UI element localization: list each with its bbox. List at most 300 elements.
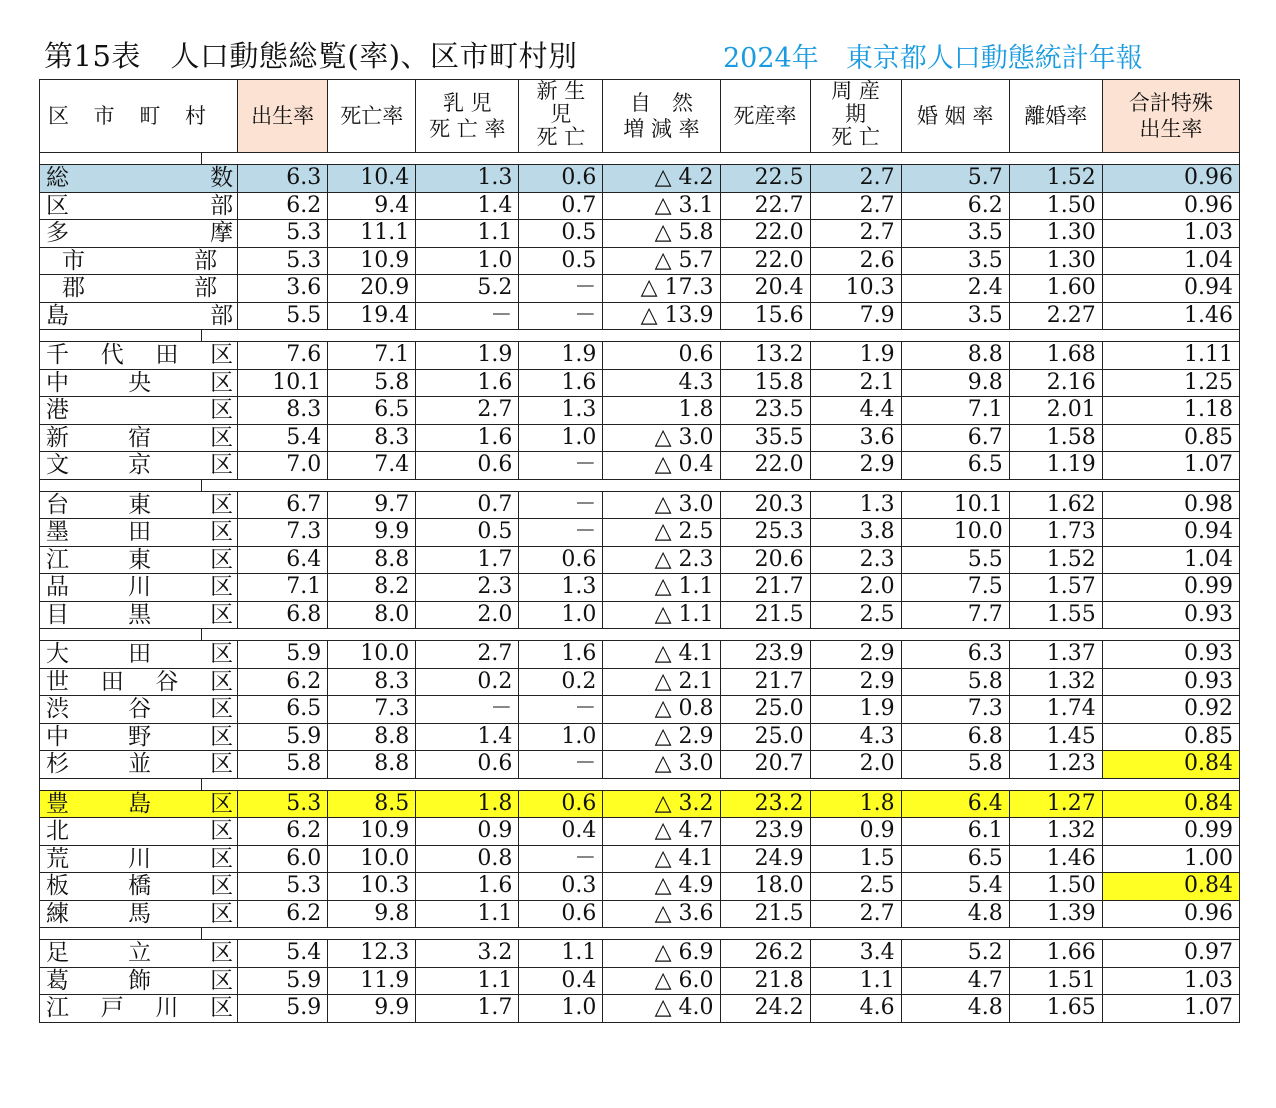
region-name bbox=[40, 940, 238, 968]
spacer-row bbox=[40, 629, 1240, 641]
region-name-char: 千 bbox=[46, 342, 69, 369]
total-fertility-rate-cell: 0.84 bbox=[1102, 873, 1239, 901]
region-name-chars bbox=[40, 397, 237, 423]
region-name-char: 田 bbox=[155, 342, 179, 369]
perinatal-death-rate-cell: 2.9 bbox=[810, 668, 901, 696]
infant-death-rate-cell: 1.7 bbox=[416, 546, 519, 574]
stillbirth-rate-cell: 21.8 bbox=[720, 967, 810, 995]
birth-rate-cell: 5.4 bbox=[238, 940, 328, 968]
infant-death-rate-cell: 0.5 bbox=[416, 519, 519, 547]
death-rate-cell: 10.0 bbox=[328, 845, 416, 873]
infant-death-rate-cell: 0.2 bbox=[416, 668, 519, 696]
perinatal-death-rate-cell: 1.9 bbox=[810, 696, 901, 724]
region-name-char: 谷 bbox=[128, 696, 152, 723]
natural-change-rate-cell: △ 13.9 bbox=[603, 302, 720, 330]
birth-rate-cell: 7.3 bbox=[238, 519, 328, 547]
birth-rate-cell: 6.2 bbox=[238, 192, 328, 220]
region-name-chars bbox=[40, 370, 237, 396]
region-name-chars bbox=[40, 846, 237, 872]
perinatal-death-rate-cell: 1.5 bbox=[810, 845, 901, 873]
total-fertility-rate-cell: 0.98 bbox=[1102, 491, 1239, 519]
region-name-char: 区 bbox=[210, 491, 234, 518]
stillbirth-rate-cell: 23.9 bbox=[720, 641, 810, 669]
header-neonatal-death-rate bbox=[519, 80, 603, 153]
table-row bbox=[40, 790, 1240, 818]
region-name bbox=[40, 751, 238, 779]
death-rate-cell: 12.3 bbox=[328, 940, 416, 968]
divorce-rate-cell: 2.16 bbox=[1009, 369, 1102, 397]
divorce-rate-cell: 1.52 bbox=[1009, 546, 1102, 574]
region-name-chars bbox=[40, 342, 237, 368]
natural-change-rate-cell: △ 3.0 bbox=[603, 491, 720, 519]
header-infant-death-line1: 乳 児 bbox=[442, 91, 492, 115]
region-name-char: 部 bbox=[210, 192, 234, 219]
table-row bbox=[40, 995, 1240, 1023]
stillbirth-rate-cell: 15.6 bbox=[720, 302, 810, 330]
birth-rate-cell: 7.1 bbox=[238, 574, 328, 602]
table-row bbox=[40, 247, 1240, 275]
divorce-rate-cell: 1.68 bbox=[1009, 342, 1102, 370]
region-name bbox=[40, 424, 238, 452]
stillbirth-rate-cell: 21.7 bbox=[720, 574, 810, 602]
spacer-row bbox=[40, 330, 1240, 342]
region-name bbox=[40, 601, 238, 629]
neonatal-death-rate-cell: 1.9 bbox=[519, 342, 603, 370]
region-name-char: 戸 bbox=[100, 995, 124, 1022]
spacer-cell bbox=[202, 778, 1240, 790]
divorce-rate-cell: 1.73 bbox=[1009, 519, 1102, 547]
header-divorce-rate: 離婚率 bbox=[1009, 80, 1102, 153]
total-fertility-rate-cell: 1.03 bbox=[1102, 967, 1239, 995]
stillbirth-rate-cell: 20.4 bbox=[720, 275, 810, 303]
region-name-char: 区 bbox=[210, 873, 234, 900]
header-perinatal-line2: 期 bbox=[845, 102, 867, 126]
perinatal-death-rate-cell: 7.9 bbox=[810, 302, 901, 330]
neonatal-death-rate-cell: 0.3 bbox=[519, 873, 603, 901]
natural-change-rate-cell: 4.3 bbox=[603, 369, 720, 397]
region-name bbox=[40, 192, 238, 220]
divorce-rate-cell: 1.30 bbox=[1009, 220, 1102, 248]
neonatal-death-rate-cell: － bbox=[519, 275, 603, 303]
stillbirth-rate-cell: 25.3 bbox=[720, 519, 810, 547]
natural-change-rate-cell: △ 5.7 bbox=[603, 247, 720, 275]
perinatal-death-rate-cell: 2.7 bbox=[810, 165, 901, 193]
divorce-rate-cell: 2.27 bbox=[1009, 302, 1102, 330]
divorce-rate-cell: 1.52 bbox=[1009, 165, 1102, 193]
region-name-chars bbox=[40, 452, 237, 478]
marriage-rate-cell: 6.3 bbox=[901, 641, 1009, 669]
region-name bbox=[40, 873, 238, 901]
region-name-char: 足 bbox=[46, 940, 69, 967]
vital-statistics-table bbox=[39, 79, 1240, 1023]
marriage-rate-cell: 5.4 bbox=[901, 873, 1009, 901]
perinatal-death-rate-cell: 1.8 bbox=[810, 790, 901, 818]
region-name bbox=[40, 995, 238, 1023]
region-name-char: 葛 bbox=[46, 967, 69, 994]
table-row bbox=[40, 546, 1240, 574]
total-fertility-rate-cell: 1.07 bbox=[1102, 995, 1239, 1023]
spacer-cell bbox=[202, 629, 1240, 641]
infant-death-rate-cell: 1.3 bbox=[416, 165, 519, 193]
marriage-rate-cell: 7.5 bbox=[901, 574, 1009, 602]
infant-death-rate-cell: 1.6 bbox=[416, 369, 519, 397]
spacer-cell bbox=[40, 778, 202, 790]
natural-change-rate-cell: △ 4.1 bbox=[603, 641, 720, 669]
death-rate-cell: 10.0 bbox=[328, 641, 416, 669]
region-name-char: 馬 bbox=[128, 900, 152, 927]
region-name-char: 部 bbox=[210, 302, 234, 329]
region-name-chars bbox=[40, 995, 237, 1021]
divorce-rate-cell: 1.55 bbox=[1009, 601, 1102, 629]
divorce-rate-cell: 1.62 bbox=[1009, 491, 1102, 519]
infant-death-rate-cell: 1.0 bbox=[416, 247, 519, 275]
death-rate-cell: 9.8 bbox=[328, 900, 416, 928]
death-rate-cell: 8.8 bbox=[328, 546, 416, 574]
death-rate-cell: 10.9 bbox=[328, 818, 416, 846]
total-fertility-rate-cell: 0.99 bbox=[1102, 574, 1239, 602]
table-row bbox=[40, 668, 1240, 696]
neonatal-death-rate-cell: 0.6 bbox=[519, 790, 603, 818]
neonatal-death-rate-cell: － bbox=[519, 519, 603, 547]
birth-rate-cell: 6.2 bbox=[238, 818, 328, 846]
total-fertility-rate-cell: 0.97 bbox=[1102, 940, 1239, 968]
region-name bbox=[40, 967, 238, 995]
region-name-char: 田 bbox=[128, 519, 152, 546]
region-name bbox=[40, 668, 238, 696]
stillbirth-rate-cell: 21.7 bbox=[720, 668, 810, 696]
birth-rate-cell: 10.1 bbox=[238, 369, 328, 397]
region-name-char: 部 bbox=[194, 275, 218, 302]
header-total-fertility-rate bbox=[1102, 80, 1239, 153]
marriage-rate-cell: 8.8 bbox=[901, 342, 1009, 370]
birth-rate-cell: 6.4 bbox=[238, 546, 328, 574]
region-name-char: 東 bbox=[128, 546, 152, 573]
death-rate-cell: 8.8 bbox=[328, 751, 416, 779]
natural-change-rate-cell: △ 2.3 bbox=[603, 546, 720, 574]
marriage-rate-cell: 4.8 bbox=[901, 995, 1009, 1023]
total-fertility-rate-cell: 0.85 bbox=[1102, 424, 1239, 452]
marriage-rate-cell: 3.5 bbox=[901, 220, 1009, 248]
natural-change-rate-cell: △ 4.9 bbox=[603, 873, 720, 901]
region-name-char: 区 bbox=[210, 900, 234, 927]
region-name bbox=[40, 574, 238, 602]
marriage-rate-cell: 7.7 bbox=[901, 601, 1009, 629]
region-name-char: 台 bbox=[46, 491, 69, 518]
total-fertility-rate-cell: 1.07 bbox=[1102, 452, 1239, 480]
birth-rate-cell: 5.5 bbox=[238, 302, 328, 330]
header-neonatal-line3: 死 亡 bbox=[536, 125, 586, 149]
death-rate-cell: 19.4 bbox=[328, 302, 416, 330]
stillbirth-rate-cell: 15.8 bbox=[720, 369, 810, 397]
divorce-rate-cell: 1.60 bbox=[1009, 275, 1102, 303]
perinatal-death-rate-cell: 2.7 bbox=[810, 220, 901, 248]
region-name-char: 田 bbox=[128, 641, 152, 668]
header-marriage-rate: 婚 姻 率 bbox=[901, 80, 1009, 153]
region-name-char: 部 bbox=[194, 247, 218, 274]
perinatal-death-rate-cell: 3.4 bbox=[810, 940, 901, 968]
region-name bbox=[40, 546, 238, 574]
region-name-chars bbox=[40, 818, 237, 844]
total-fertility-rate-cell: 1.18 bbox=[1102, 397, 1239, 425]
marriage-rate-cell: 5.7 bbox=[901, 165, 1009, 193]
table-row bbox=[40, 452, 1240, 480]
natural-change-rate-cell: 0.6 bbox=[603, 342, 720, 370]
total-fertility-rate-cell: 0.93 bbox=[1102, 641, 1239, 669]
total-fertility-rate-cell: 0.84 bbox=[1102, 751, 1239, 779]
infant-death-rate-cell: 2.7 bbox=[416, 397, 519, 425]
birth-rate-cell: 5.3 bbox=[238, 790, 328, 818]
infant-death-rate-cell: 1.1 bbox=[416, 220, 519, 248]
neonatal-death-rate-cell: 1.6 bbox=[519, 641, 603, 669]
region-name-chars bbox=[40, 602, 237, 628]
table-body bbox=[40, 153, 1240, 1023]
total-fertility-rate-cell: 0.93 bbox=[1102, 668, 1239, 696]
perinatal-death-rate-cell: 4.4 bbox=[810, 397, 901, 425]
birth-rate-cell: 5.9 bbox=[238, 641, 328, 669]
stillbirth-rate-cell: 20.3 bbox=[720, 491, 810, 519]
divorce-rate-cell: 1.30 bbox=[1009, 247, 1102, 275]
neonatal-death-rate-cell: 0.6 bbox=[519, 165, 603, 193]
spacer-cell bbox=[40, 629, 202, 641]
table-row bbox=[40, 220, 1240, 248]
birth-rate-cell: 5.9 bbox=[238, 995, 328, 1023]
total-fertility-rate-cell: 0.96 bbox=[1102, 165, 1239, 193]
infant-death-rate-cell: 0.6 bbox=[416, 751, 519, 779]
total-fertility-rate-cell: 1.25 bbox=[1102, 369, 1239, 397]
spacer-cell bbox=[202, 330, 1240, 342]
region-name-char: 練 bbox=[46, 900, 69, 927]
perinatal-death-rate-cell: 2.9 bbox=[810, 452, 901, 480]
marriage-rate-cell: 7.3 bbox=[901, 696, 1009, 724]
birth-rate-cell: 8.3 bbox=[238, 397, 328, 425]
natural-change-rate-cell: △ 2.1 bbox=[603, 668, 720, 696]
region-name-char: 区 bbox=[210, 641, 234, 668]
death-rate-cell: 6.5 bbox=[328, 397, 416, 425]
stillbirth-rate-cell: 21.5 bbox=[720, 900, 810, 928]
death-rate-cell: 7.3 bbox=[328, 696, 416, 724]
region-name-char: 区 bbox=[210, 790, 234, 817]
divorce-rate-cell: 1.58 bbox=[1009, 424, 1102, 452]
spacer-row bbox=[40, 778, 1240, 790]
neonatal-death-rate-cell: － bbox=[519, 696, 603, 724]
header-death-rate: 死亡率 bbox=[328, 80, 416, 153]
table-title: 第15表 人口動態総覧(率)、区市町村別 bbox=[44, 39, 578, 73]
region-name-char: 摩 bbox=[210, 220, 234, 247]
region-name-char: 荒 bbox=[46, 845, 69, 872]
natural-change-rate-cell: △ 3.0 bbox=[603, 424, 720, 452]
divorce-rate-cell: 1.23 bbox=[1009, 751, 1102, 779]
region-name-char: 東 bbox=[128, 491, 152, 518]
region-name bbox=[40, 790, 238, 818]
spacer-row bbox=[40, 928, 1240, 940]
region-name-char: 区 bbox=[210, 574, 234, 601]
header-natural-line1: 自 然 bbox=[629, 91, 693, 115]
region-name-chars bbox=[40, 724, 237, 750]
region-name-chars bbox=[40, 873, 237, 899]
region-name bbox=[40, 247, 238, 275]
total-fertility-rate-cell: 1.11 bbox=[1102, 342, 1239, 370]
death-rate-cell: 11.9 bbox=[328, 967, 416, 995]
divorce-rate-cell: 1.37 bbox=[1009, 641, 1102, 669]
perinatal-death-rate-cell: 2.7 bbox=[810, 192, 901, 220]
death-rate-cell: 8.0 bbox=[328, 601, 416, 629]
region-name-char: 区 bbox=[210, 967, 234, 994]
region-name-char: 総 bbox=[46, 165, 69, 192]
region-name-char: 谷 bbox=[155, 668, 179, 695]
total-fertility-rate-cell: 0.94 bbox=[1102, 519, 1239, 547]
infant-death-rate-cell: 1.4 bbox=[416, 723, 519, 751]
region-name bbox=[40, 696, 238, 724]
region-name-char: 川 bbox=[128, 845, 152, 872]
header-stillbirth-rate: 死産率 bbox=[720, 80, 810, 153]
marriage-rate-cell: 10.0 bbox=[901, 519, 1009, 547]
marriage-rate-cell: 2.4 bbox=[901, 275, 1009, 303]
spacer-cell bbox=[40, 330, 202, 342]
perinatal-death-rate-cell: 1.3 bbox=[810, 491, 901, 519]
region-name-chars bbox=[40, 968, 237, 994]
spacer-row bbox=[40, 479, 1240, 491]
birth-rate-cell: 6.2 bbox=[238, 900, 328, 928]
region-name-char: 市 bbox=[62, 247, 85, 274]
divorce-rate-cell: 1.32 bbox=[1009, 818, 1102, 846]
death-rate-cell: 9.9 bbox=[328, 995, 416, 1023]
natural-change-rate-cell: △ 0.4 bbox=[603, 452, 720, 480]
region-name-char: 区 bbox=[210, 751, 234, 778]
stillbirth-rate-cell: 20.6 bbox=[720, 546, 810, 574]
total-fertility-rate-cell: 1.03 bbox=[1102, 220, 1239, 248]
region-name-char: 橋 bbox=[128, 873, 152, 900]
death-rate-cell: 8.3 bbox=[328, 424, 416, 452]
region-name bbox=[40, 452, 238, 480]
birth-rate-cell: 7.0 bbox=[238, 452, 328, 480]
stillbirth-rate-cell: 23.9 bbox=[720, 818, 810, 846]
region-name bbox=[40, 342, 238, 370]
region-name-char: 黒 bbox=[128, 601, 152, 628]
infant-death-rate-cell: 2.7 bbox=[416, 641, 519, 669]
death-rate-cell: 11.1 bbox=[328, 220, 416, 248]
region-name-char: 川 bbox=[155, 995, 179, 1022]
natural-change-rate-cell: △ 6.9 bbox=[603, 940, 720, 968]
death-rate-cell: 10.4 bbox=[328, 165, 416, 193]
marriage-rate-cell: 6.2 bbox=[901, 192, 1009, 220]
table-row bbox=[40, 900, 1240, 928]
stillbirth-rate-cell: 18.0 bbox=[720, 873, 810, 901]
death-rate-cell: 9.9 bbox=[328, 519, 416, 547]
region-name bbox=[40, 723, 238, 751]
marriage-rate-cell: 6.5 bbox=[901, 452, 1009, 480]
table-row bbox=[40, 192, 1240, 220]
infant-death-rate-cell: 1.4 bbox=[416, 192, 519, 220]
perinatal-death-rate-cell: 2.1 bbox=[810, 369, 901, 397]
region-name-char: 区 bbox=[210, 668, 234, 695]
table-row bbox=[40, 641, 1240, 669]
infant-death-rate-cell: 2.3 bbox=[416, 574, 519, 602]
birth-rate-cell: 5.3 bbox=[238, 220, 328, 248]
region-name bbox=[40, 165, 238, 193]
divorce-rate-cell: 1.51 bbox=[1009, 967, 1102, 995]
stillbirth-rate-cell: 26.2 bbox=[720, 940, 810, 968]
stillbirth-rate-cell: 25.0 bbox=[720, 696, 810, 724]
region-name-char: 区 bbox=[210, 601, 234, 628]
neonatal-death-rate-cell: 0.6 bbox=[519, 546, 603, 574]
birth-rate-cell: 5.8 bbox=[238, 751, 328, 779]
birth-rate-cell: 5.9 bbox=[238, 723, 328, 751]
header-natural-change-rate bbox=[603, 80, 720, 153]
region-name-char: 区 bbox=[210, 723, 234, 750]
infant-death-rate-cell: 3.2 bbox=[416, 940, 519, 968]
region-name bbox=[40, 397, 238, 425]
perinatal-death-rate-cell: 1.9 bbox=[810, 342, 901, 370]
total-fertility-rate-cell: 0.92 bbox=[1102, 696, 1239, 724]
infant-death-rate-cell: 1.7 bbox=[416, 995, 519, 1023]
region-name-char: 区 bbox=[210, 696, 234, 723]
marriage-rate-cell: 5.2 bbox=[901, 940, 1009, 968]
neonatal-death-rate-cell: － bbox=[519, 302, 603, 330]
table-row bbox=[40, 940, 1240, 968]
spacer-row bbox=[40, 153, 1240, 165]
death-rate-cell: 8.3 bbox=[328, 668, 416, 696]
region-name-chars bbox=[40, 220, 237, 246]
region-name-char: 区 bbox=[210, 369, 234, 396]
divorce-rate-cell: 1.65 bbox=[1009, 995, 1102, 1023]
natural-change-rate-cell: △ 4.1 bbox=[603, 845, 720, 873]
marriage-rate-cell: 7.1 bbox=[901, 397, 1009, 425]
perinatal-death-rate-cell: 4.6 bbox=[810, 995, 901, 1023]
table-row bbox=[40, 342, 1240, 370]
region-name-char: 立 bbox=[128, 940, 152, 967]
region-name-chars bbox=[40, 275, 237, 301]
region-name-char: 区 bbox=[210, 424, 234, 451]
region-name-char: 杉 bbox=[46, 751, 69, 778]
death-rate-cell: 20.9 bbox=[328, 275, 416, 303]
total-fertility-rate-cell: 1.04 bbox=[1102, 247, 1239, 275]
birth-rate-cell: 6.8 bbox=[238, 601, 328, 629]
infant-death-rate-cell: 1.9 bbox=[416, 342, 519, 370]
marriage-rate-cell: 4.7 bbox=[901, 967, 1009, 995]
marriage-rate-cell: 6.7 bbox=[901, 424, 1009, 452]
stillbirth-rate-cell: 21.5 bbox=[720, 601, 810, 629]
marriage-rate-cell: 6.1 bbox=[901, 818, 1009, 846]
total-fertility-rate-cell: 1.00 bbox=[1102, 845, 1239, 873]
perinatal-death-rate-cell: 2.0 bbox=[810, 574, 901, 602]
death-rate-cell: 10.9 bbox=[328, 247, 416, 275]
natural-change-rate-cell: △ 3.1 bbox=[603, 192, 720, 220]
table-row bbox=[40, 519, 1240, 547]
neonatal-death-rate-cell: 0.7 bbox=[519, 192, 603, 220]
region-name-char: 墨 bbox=[46, 519, 69, 546]
region-name-char: 飾 bbox=[128, 967, 152, 994]
birth-rate-cell: 6.2 bbox=[238, 668, 328, 696]
region-name-char: 多 bbox=[46, 220, 69, 247]
infant-death-rate-cell: 0.9 bbox=[416, 818, 519, 846]
region-name-char: 中 bbox=[46, 723, 69, 750]
divorce-rate-cell: 1.66 bbox=[1009, 940, 1102, 968]
birth-rate-cell: 6.7 bbox=[238, 491, 328, 519]
marriage-rate-cell: 6.8 bbox=[901, 723, 1009, 751]
spacer-cell bbox=[40, 479, 202, 491]
divorce-rate-cell: 1.32 bbox=[1009, 668, 1102, 696]
neonatal-death-rate-cell: 1.3 bbox=[519, 397, 603, 425]
perinatal-death-rate-cell: 2.5 bbox=[810, 873, 901, 901]
birth-rate-cell: 6.0 bbox=[238, 845, 328, 873]
region-name-char: 島 bbox=[46, 302, 69, 329]
marriage-rate-cell: 5.8 bbox=[901, 751, 1009, 779]
total-fertility-rate-cell: 0.85 bbox=[1102, 723, 1239, 751]
natural-change-rate-cell: △ 5.8 bbox=[603, 220, 720, 248]
neonatal-death-rate-cell: 1.3 bbox=[519, 574, 603, 602]
spacer-cell bbox=[202, 928, 1240, 940]
region-name-char: 並 bbox=[128, 751, 152, 778]
